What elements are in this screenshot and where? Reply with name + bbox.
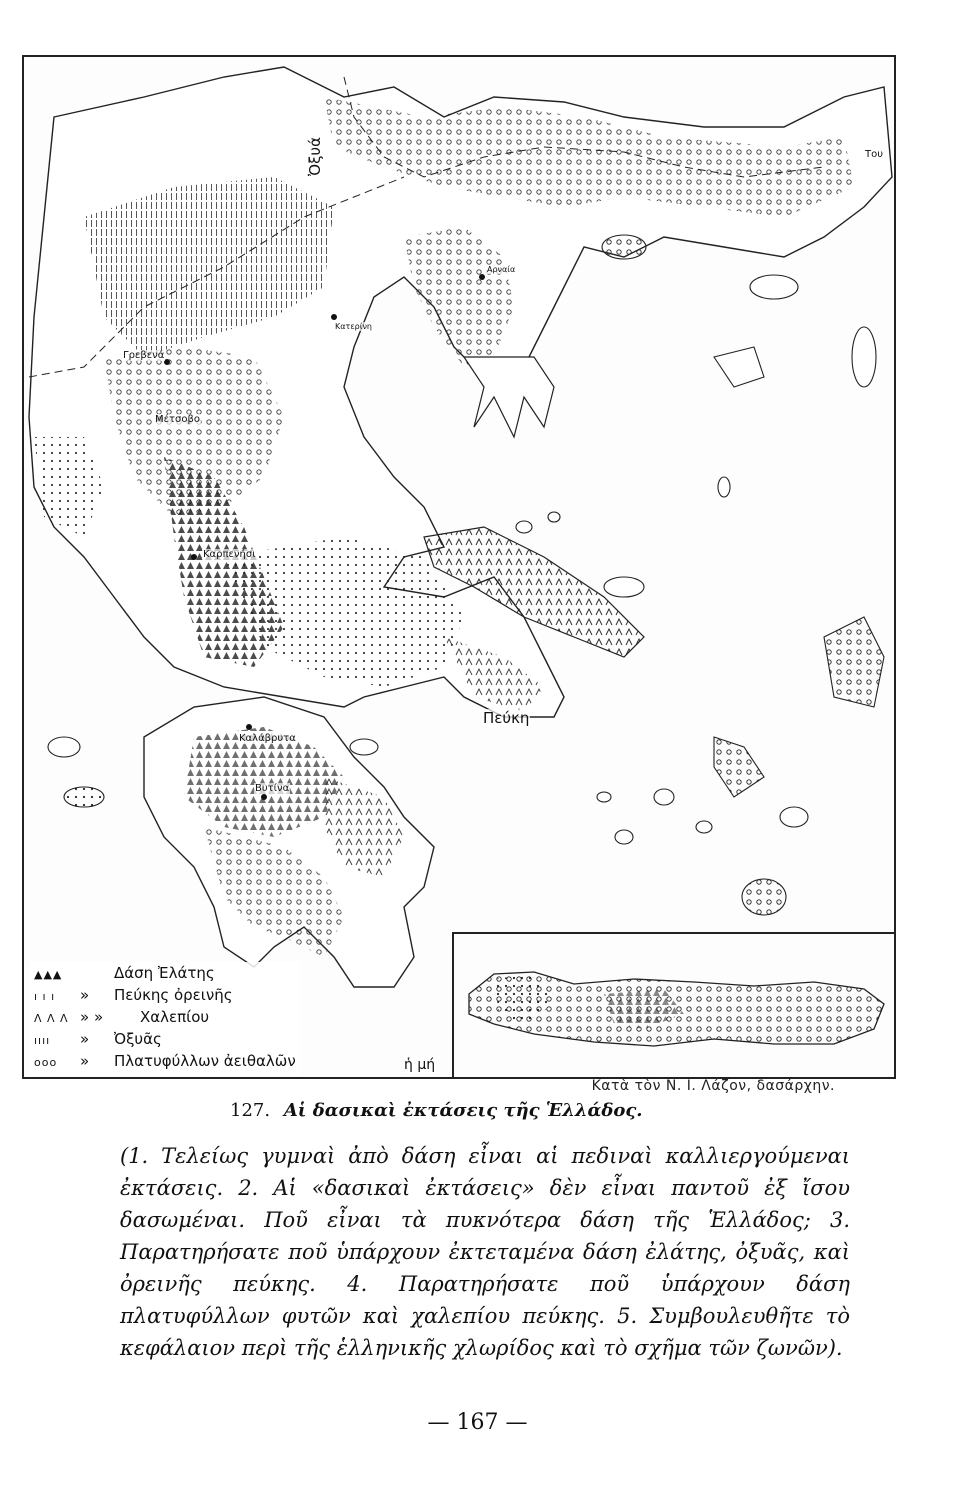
greece-map-drawing <box>24 57 894 1077</box>
map-legend <box>30 962 300 1076</box>
crete-inset <box>452 932 894 1078</box>
place-karpenisi: Καρπενήσι <box>203 549 256 560</box>
scale-note: ἡ μή <box>404 1057 436 1073</box>
legend-label: Ὀξυᾶς <box>114 1030 162 1048</box>
legend-label: Δάση Ἐλάτης <box>114 964 215 982</box>
legend-row-broadleaf <box>34 1052 296 1074</box>
label-oxya: Ὀξυά <box>306 137 324 176</box>
ditto-mark: » <box>80 1030 90 1048</box>
place-metsovo: Μέτσοβο <box>155 414 201 425</box>
page-number: — 167 — <box>427 1410 528 1435</box>
legend-label: Πλατυφύλλων ἀειθαλῶν <box>114 1052 296 1070</box>
chalkidiki <box>464 357 554 437</box>
crete-map <box>454 934 894 1078</box>
figure-caption <box>230 1100 643 1121</box>
legend-row-mountain-pine <box>34 986 296 1008</box>
fir-symbol: ▲▲▲ <box>34 968 63 981</box>
ditto-mark: » » <box>80 1008 104 1026</box>
ditto-mark: » <box>80 986 90 1004</box>
label-edge: Του <box>865 149 884 160</box>
aleppo-pine-symbol: Λ Λ Λ <box>34 1012 69 1025</box>
label-peuki: Πεύκη <box>483 709 530 727</box>
mountain-pine-symbol: ı ı ı <box>34 990 56 1003</box>
map-credit: Κατὰ τὸν Ν. Ι. Λάζον, δασάρχην. <box>591 1078 835 1094</box>
forest-map <box>22 55 896 1079</box>
legend-label: Πεύκης ὀρεινῆς <box>114 986 233 1004</box>
exercise-text: (1. Τελείως γυμναὶ ἀπὸ δάση εἶναι αἱ πεδιναὶ καλλιεργούμεναι ἐκτάσεις. 2. Αἱ «δασικαὶ ἐκτάσεις» δὲν εἶναι παντοῦ ἐξ ἴσου δασωμέναι. Ποῦ εἶναι τὰ πυκνότερα δάση τῆς Ἑλλάδος; 3. Παρατηρήσατε ποῦ ὑπάρχουν ἐκτεταμένα δάση ἐλάτης, ὀξυᾶς, καὶ ὀρεινῆς πεύκης. 4. Παρατηρήσατε ποῦ ὑπάρχουν δάση πλατυφύλλων φυτῶν καὶ χαλεπίου πεύκης. 5. Συμβουλευθῆτε τὸ κεφάλαιον περὶ τῆς ἑλληνικῆς χλωρίδος καὶ τὸ σχῆμα τῶν ζωνῶν). <box>120 1144 850 1360</box>
legend-label: Χαλεπίου <box>140 1008 210 1026</box>
legend-row-fir <box>34 964 296 986</box>
place-vytina: Βυτίνα <box>255 783 290 794</box>
ditto-mark: » <box>80 1052 90 1070</box>
legend-row-aleppo-pine <box>34 1008 296 1030</box>
beech-symbol: ıııı <box>34 1034 51 1047</box>
place-grevena: Γρεβενά <box>123 350 165 361</box>
place-arnaia: Αρναία <box>487 265 516 274</box>
figure-title: Αἱ δασικαὶ ἐκτάσεις τῆς Ἑλλάδος. <box>283 1100 643 1121</box>
figure-number: 127. <box>230 1100 271 1121</box>
place-katerini: Κατερίνη <box>335 322 372 331</box>
legend-row-beech <box>34 1030 296 1052</box>
place-kalavryta: Καλάβρυτα <box>239 733 296 744</box>
broadleaf-symbol: ooo <box>34 1056 58 1069</box>
